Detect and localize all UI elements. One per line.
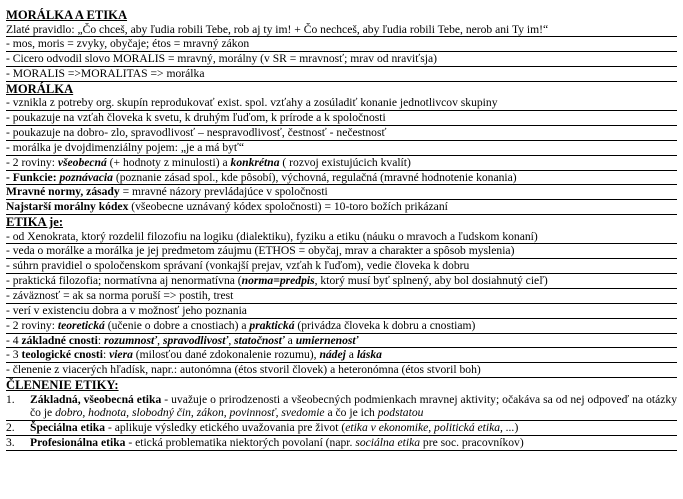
text-line: - 4 základné cnosti: rozumnosť, spravodlivosť, statočnosť a umiernenosť <box>6 334 677 349</box>
text-line: - 3 teologické cnosti: viera (milosťou dané zdokonalenie rozumu), nádej a láska <box>6 348 677 363</box>
text-line: - Funkcie: poznávacia (poznanie zásad spol., kde pôsobí), výchovná, regulačná (mravné hodnotenie konania) <box>6 171 677 186</box>
list-item: 1. Základná, všeobecná etika - uvažuje o prirodzenosti a všeobecných podmienkach mravnej aktivity; očakáva sa od nej odpoveď na otázky čo je dobro, hodnota, slobodný čin, zákon, povinnosť, svedomie a čo je ich podstatou <box>6 392 677 420</box>
text-line: - 2 roviny: teoretická (učenie o dobre a cnostiach) a praktická (privádza človeka k dobru a cnostiam) <box>6 319 677 334</box>
text-line: Najstarší morálny kódex (všeobecne uznávaný kódex spoločnosti) = 10-toro božích prikázaní <box>6 200 677 215</box>
golden-rule-line: Zlaté pravidlo: „Čo chceš, aby ľudia robili Tebe, rob aj ty im! + Čo nechceš, aby ľudia robili Tebe, nerob ani Ty im!“ <box>6 23 677 38</box>
text-line: - MORALIS =>MORALITAS => morálka <box>6 67 677 82</box>
text-line: - vznikla z potreby org. skupín reprodukovať exist. spol. vzťahy a zosúladiť konanie jednotlivcov skupiny <box>6 96 677 111</box>
text-line: - praktická filozofia; normatívna aj nenormatívna (norma=predpis, ktorý musí byť splnený, aby bol dosiahnutý cieľ) <box>6 274 677 289</box>
list-item: 3. Profesionálna etika - etická problematika niektorých povolaní (napr. sociálna etika pre soc. pracovníkov) <box>6 436 677 451</box>
heading-moralka-a-etika: MORÁLKA A ETIKA <box>6 8 128 22</box>
text-line: Mravné normy, zásady = mravné názory prevládajúce v spoločnosti <box>6 185 677 200</box>
text-line: - veda o morálke a morálka je jej predmetom záujmu (ETHOS = obyčaj, mrav a charakter a spôsob myslenia) <box>6 244 677 259</box>
text-line: - Cicero odvodil slovo MORALIS = mravný, morálny (v SR = mravnosť; mrav od nraviťsja) <box>6 52 677 67</box>
list-item: 2. Špeciálna etika - aplikuje výsledky etického uvažovania pre život (etika v ekonomike, politická etika, ...) <box>6 421 677 436</box>
text-line: - záväznosť = ak sa norma poruší => postih, trest <box>6 289 677 304</box>
text-line: - verí v existenciu dobra a v možnosť jeho poznania <box>6 304 677 319</box>
text-line: - 2 roviny: všeobecná (+ hodnoty z minulosti) a konkrétna ( rozvoj existujúcich kvalít) <box>6 156 677 171</box>
text-line: - morálka je dvojdimenziálny pojem: „je a má byť“ <box>6 141 677 156</box>
text-line: - členenie z viacerých hľadísk, napr.: autonómna (étos stvoril človek) a heteronómna (étos stvoril boh) <box>6 363 677 378</box>
text-line: - mos, moris = zvyky, obyčaje; étos = mravný zákon <box>6 37 677 52</box>
heading-moralka: MORÁLKA <box>6 81 74 96</box>
heading-etika-je: ETIKA je: <box>6 215 64 230</box>
text-line: - poukazuje na vzťah človeka k svetu, k druhým ľuďom, k prírode a k spoločnosti <box>6 111 677 126</box>
text-line: - od Xenokrata, ktorý rozdelil filozofiu na logiku (dialektiku), fyziku a etiku (náuku o mravoch a ľudskom konaní) <box>6 230 677 245</box>
text-line: - poukazuje na dobro- zlo, spravodlivosť – nespravodlivosť, čestnosť - nečestnosť <box>6 126 677 141</box>
heading-clenenie-etiky: ČLENENIE ETIKY: <box>6 378 119 393</box>
text-line: - súhrn pravidiel o spoločenskom správaní (vonkajší prejav, vzťah k ľuďom), vedie človeka k dobru <box>6 259 677 274</box>
